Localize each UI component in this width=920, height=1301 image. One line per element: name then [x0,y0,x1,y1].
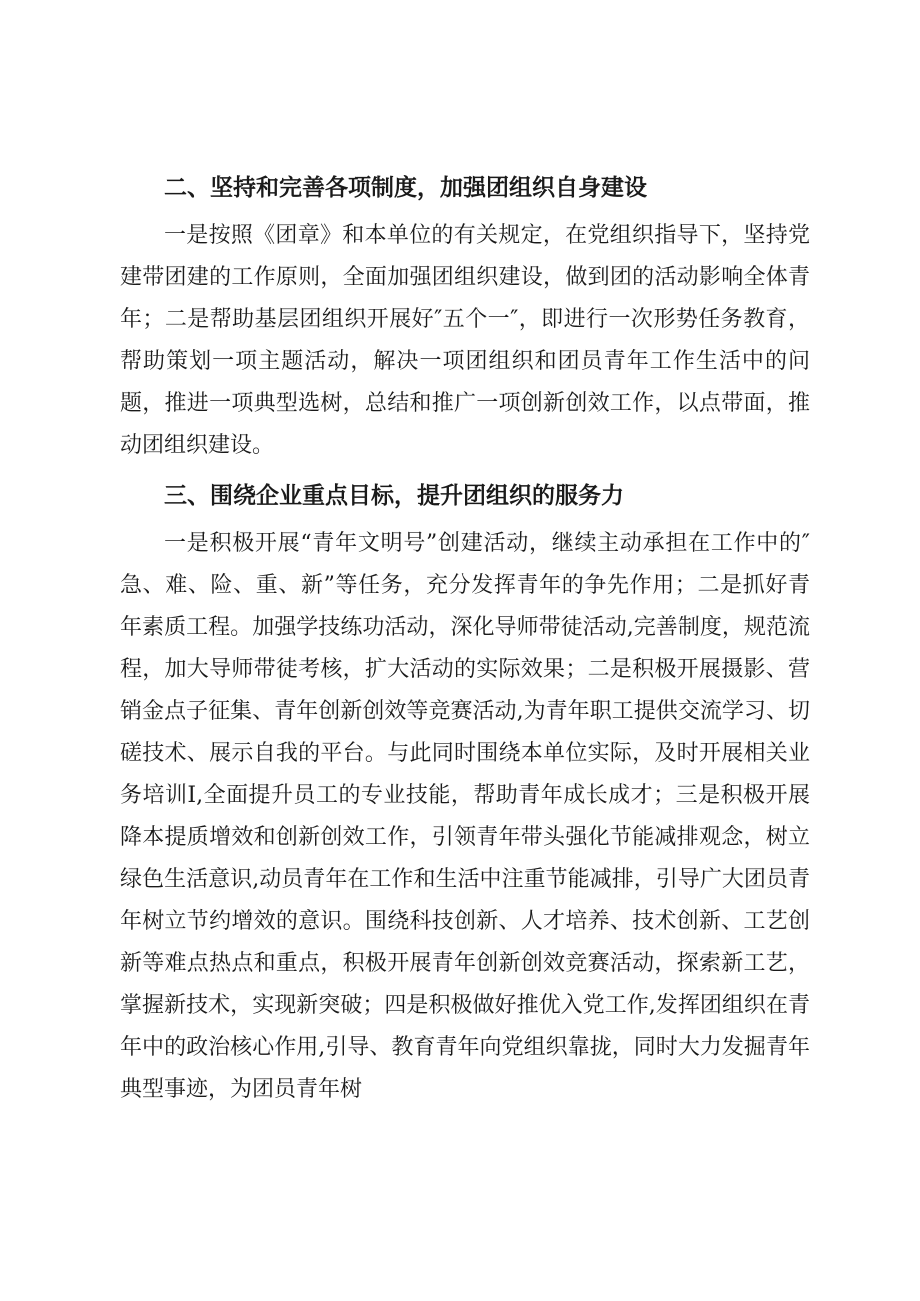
document-body [120,165,810,1117]
section-paragraph-3: 一是积极开展“青年文明号”创建活动，继续主动承担在工作中的″急、难、险、重、新”等任务，充分发挥青年的争先作用；二是抓好青年素质工程。加强学技练功活动，深化导师带徒活动,完善制度，规范流程，加大导师带徒考核，扩大活动的实际效果；二是积极开展摄影、营销金点子征集、青年创新创效等竞赛活动,为青年职工提供交流学习、切磋技术、展示自我的平台。与此同时围绕本单位实际，及时开展相关业务培训I,全面提升员工的专业技能，帮助青年成长成才；三是积极开展降本提质增效和创新创效工作，引领青年带头强化节能减排观念，树立绿色生活意识,动员青年在工作和生活中注重节能减排，引导广大团员青年树立节约增效的意识。围绕科技创新、人才培养、技术创新、工艺创新等难点热点和重点，积极开展青年创新创效竞赛活动，探索新工艺，掌握新技术，实现新突破；四是积极做好推优入党工作,发挥团组织在青年中的政治核心作用,引导、教育青年向党组织靠拢，同时大力发掘青年典型事迹，为团员青年树 [120,531,810,1102]
section-paragraph-2: 一是按照《团章》和本单位的有关规定，在党组织指导下，坚持党建带团建的工作原则，全面加强团组织建设，做到团的活动影响全体青年；二是帮助基层团组织开展好″五个一″，即进行一次形势任务教育，帮助策划一项主题活动，解决一项团组织和团员青年工作生活中的问题，推进一项典型选树，总结和推广一项创新创效工作，以点带面，推动团组织建设。 [120,223,810,458]
section-heading-3: 三、围绕企业重点目标，提升团组织的服务力 [164,483,624,509]
section-heading-2: 二、坚持和完善各项制度，加强团组织自身建设 [164,175,647,201]
